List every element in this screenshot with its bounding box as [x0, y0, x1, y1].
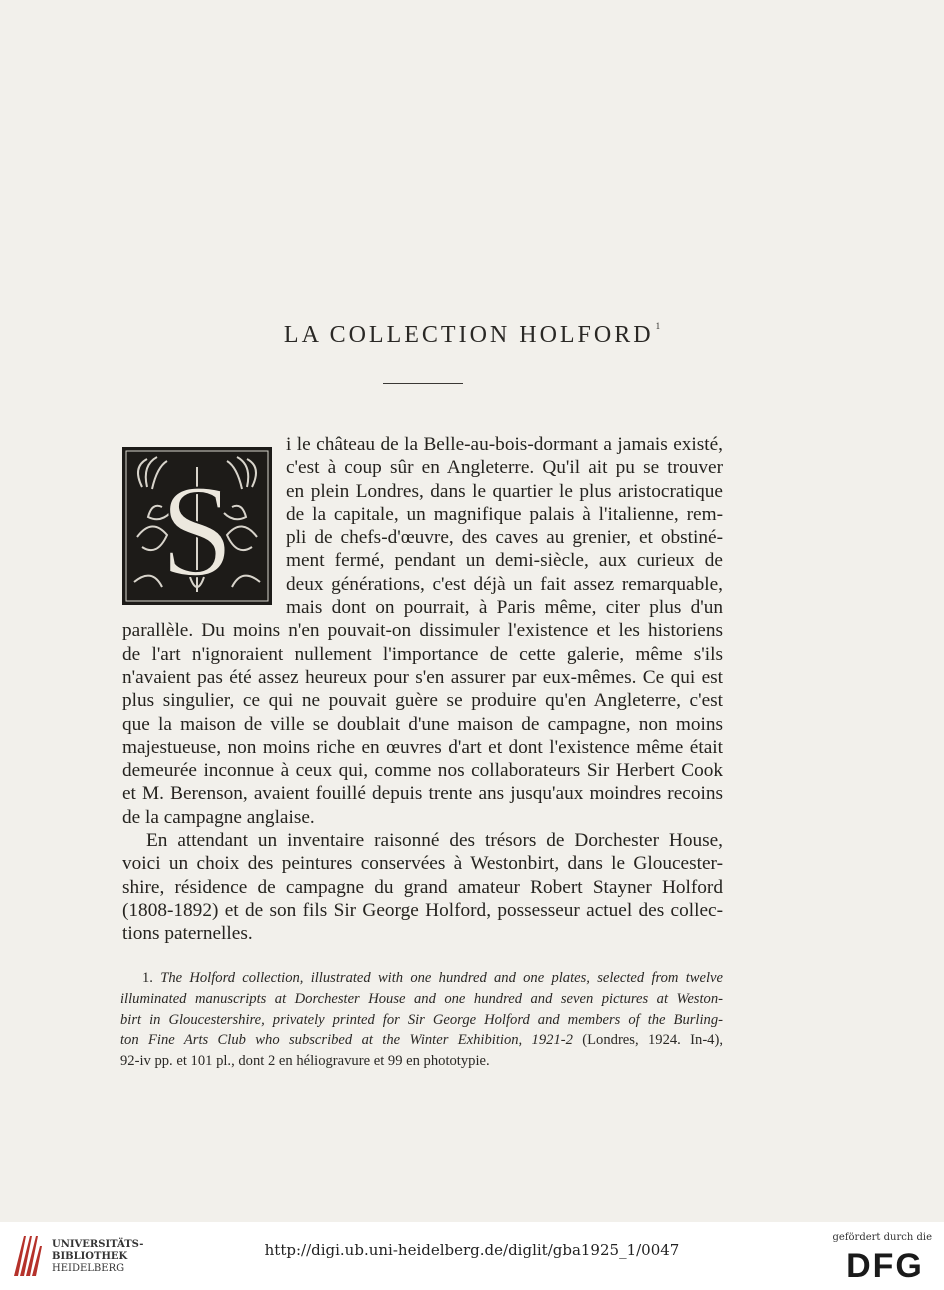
text-line: de la capitale, un magnifique palais à l'italienne, rem-	[286, 503, 723, 525]
footnote-line: 92-iv pp. et 101 pl., dont 2 en héliogravure et 99 en phototypie.	[120, 1053, 490, 1070]
title-footnote-marker: 1	[655, 321, 661, 331]
page-url-link[interactable]: http://digi.ub.uni-heidelberg.de/diglit/gba1925_1/0047	[264, 1241, 680, 1259]
text-line: pli de chefs-d'œuvre, des caves au grenier, et obstiné-	[286, 527, 723, 549]
text-line: demeurée inconnue à ceux qui, comme nos collaborateurs Sir Herbert Cook	[122, 760, 723, 782]
wrapped-text-block	[286, 433, 723, 619]
text-line: i le château de la Belle-au-bois-dormant a jamais existé,	[286, 434, 723, 455]
footnote-line: birt in Gloucestershire, privately printed for Sir George Holford and members of the Burling-	[120, 1011, 723, 1028]
title-rule	[383, 383, 463, 384]
text-line: voici un choix des peintures conservées à Westonbirt, dans le Gloucester-	[122, 853, 723, 875]
funding-note: gefördert durch die	[832, 1232, 932, 1243]
text-line: n'avaient pas été assez heureux pour s'en assurer par eux-mêmes. Ce qui est	[122, 666, 723, 688]
text-line: majestueuse, non moins riche en œuvres d'art et dont l'existence même était	[122, 736, 723, 758]
text-line: tions paternelles.	[122, 923, 253, 945]
ornamental-dropcap-icon	[122, 447, 272, 605]
text-line: deux générations, c'est déjà un fait assez remarquable,	[286, 573, 723, 595]
text-line: plus singulier, ce qui ne pouvait guère se produire qu'en Angleterre, c'est	[122, 690, 723, 712]
svg-text:S: S	[160, 457, 234, 604]
footnote-line: 1. The Holford collection, illustrated with one hundred and one plates, selected from twelve	[142, 970, 723, 986]
text-line: de l'art n'ignoraient nullement l'importance de cette galerie, même s'ils	[122, 643, 723, 665]
text-line: c'est à coup sûr en Angleterre. Qu'il ait pu se trouver	[286, 457, 723, 479]
footnote	[120, 968, 723, 1072]
document-title: LA COLLECTION HOLFORD $^1$	[283, 321, 661, 348]
text-line: ment fermé, pendant un demi-siècle, aux curieux de	[286, 550, 723, 572]
text-line: parallèle. Du moins n'en pouvait-on dissimuler l'existence et les historiens	[122, 620, 723, 642]
library-name[interactable]: UNIVERSITÄTS- BIBLIOTHEK HEIDELBERG	[52, 1239, 144, 1274]
footnote-line: ton Fine Arts Club who subscribed at the Winter Exhibition, 1921-2 (Londres, 1924. In-4),	[120, 1032, 723, 1049]
text-line: mais dont on pourrait, à Paris même, citer plus d'un	[286, 597, 723, 619]
paragraph-1-continuation	[122, 619, 723, 945]
text-line: et M. Berenson, avaient fouillé depuis trente ans jusqu'aux moindres recoins	[122, 783, 723, 805]
text-line: que la maison de ville se doublait d'une maison de campagne, non moins	[122, 713, 723, 735]
text-line: en plein Londres, dans le quartier le plus aristocratique	[286, 480, 723, 502]
svg-text:DFG: DFG	[846, 1248, 924, 1280]
dfg-logo-icon[interactable]	[838, 1248, 932, 1280]
footnote-number: 1.	[142, 970, 153, 986]
text-line: En attendant un inventaire raisonné des trésors de Dorchester House,	[146, 830, 723, 852]
text-line: shire, résidence de campagne du grand amateur Robert Stayner Holford	[122, 876, 723, 898]
footnote-line: illuminated manuscripts at Dorchester House and one hundred and seven pictures at Weston-	[120, 990, 723, 1007]
text-line: (1808-1892) et de son fils Sir George Holford, possesseur actuel des collec-	[122, 899, 723, 921]
text-line: de la campagne anglaise.	[122, 806, 315, 828]
